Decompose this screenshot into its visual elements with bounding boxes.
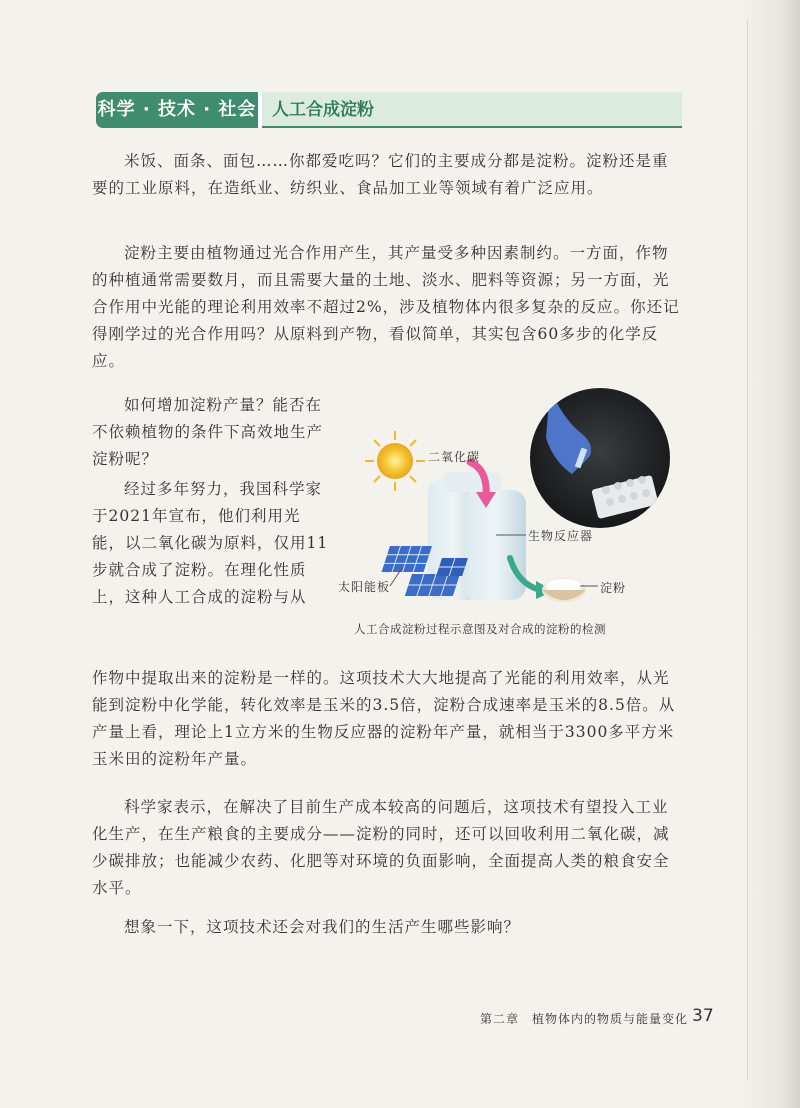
paragraph-5: 作物中提取出来的淀粉是一样的。这项技术大大地提高了光能的利用效率，从光能到淀粉中化学能，转化效率是玉米的3.5倍，淀粉合成速率是玉米的8.5倍。从产量上看，理论上1立方米的生物反应器的淀粉年产量，就相当于3300多平方米玉米田的淀粉年产量。 xyxy=(92,669,676,768)
paragraph-6: 科学家表示，在解决了目前生产成本较高的问题后，这项技术有望投入工业化生产，在生产粮食的主要成分——淀粉的同时，还可以回收利用二氧化碳，减少碳排放；也能减少农药、化肥等对环境的负面影响，全面提高人类的粮食安全水平。 xyxy=(92,798,670,897)
paragraph-4: 经过多年努力，我国科学家于2021年宣布，他们利用光能，以二氧化碳为原料，仅用11步就合成了淀粉。在理化性质上，这种人工合成的淀粉与从 xyxy=(92,480,329,606)
sun-icon xyxy=(365,431,425,491)
synthesis-figure xyxy=(332,378,684,640)
paragraph-2: 淀粉主要由植物通过光合作用产生，其产量受多种因素制约。一方面，作物的种植通常需要数月，而且需要大量的土地、淡水、肥料等资源；另一方面，光合作用中光能的理论利用效率不超过2%，涉及植物体内很多复杂的反应。你还记得刚学过的光合作用吗？从原料到产物，看似简单，其实包含60多步的化学反应。 xyxy=(92,244,680,370)
page-edge-shade xyxy=(740,0,800,1108)
paragraph-7: 想象一下，这项技术还会对我们的生活产生哪些影响？ xyxy=(124,918,521,936)
page-edge-line xyxy=(747,20,748,1080)
figure-caption: 人工合成淀粉过程示意图及对合成的淀粉的检测 xyxy=(354,622,606,636)
section-title: 人工合成淀粉 xyxy=(262,92,682,128)
paragraph-3: 如何增加淀粉产量？能否在不依赖植物的条件下高效地生产淀粉呢？ xyxy=(92,396,324,468)
chapter-footer: 第二章 植物体内的物质与能量变化 xyxy=(479,1012,688,1026)
section-header xyxy=(96,92,682,128)
header-rule xyxy=(262,126,682,128)
label-solar-panel: 太阳能板 xyxy=(338,580,391,594)
starch-test-photo xyxy=(530,388,670,528)
section-tag: 科学 · 技术 · 社会 xyxy=(96,92,258,128)
label-bioreactor: 生物反应器 xyxy=(528,529,594,543)
label-co2: 二氧化碳 xyxy=(428,450,481,464)
page-number: 37 xyxy=(692,1006,714,1026)
synthesis-diagram xyxy=(332,378,684,640)
paragraph-1: 米饭、面条、面包……你都爱吃吗？它们的主要成分都是淀粉。淀粉还是重要的工业原料，在造纸业、纺织业、食品加工业等领域有着广泛应用。 xyxy=(92,152,669,197)
label-starch: 淀粉 xyxy=(600,581,627,595)
starch-bowl-icon xyxy=(542,578,586,602)
